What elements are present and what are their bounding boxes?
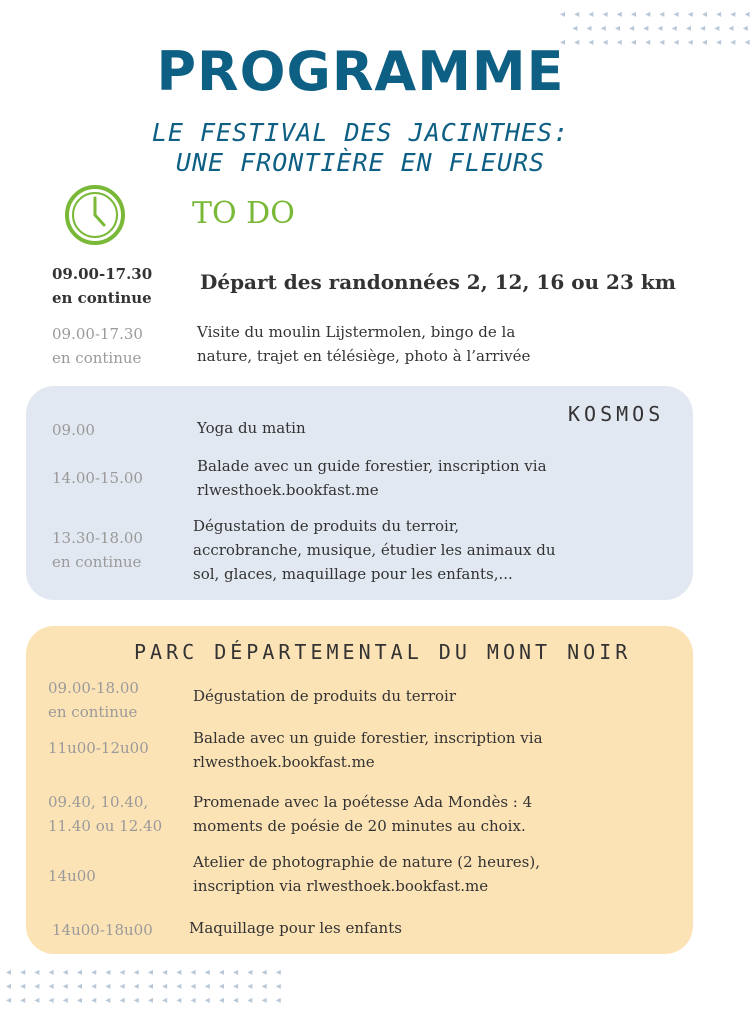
kosmos-item-2-time: 14.00-15.00 xyxy=(52,469,143,487)
kosmos-item-3-desc-line-2: accrobranche, musique, étudier les animaux du xyxy=(193,541,556,559)
subtitle-line-2: UNE FRONTIÈRE EN FLEURS xyxy=(175,148,546,177)
parc-item-1-desc: Dégustation de produits du terroir xyxy=(193,687,456,705)
parc-item-4-time: 14u00 xyxy=(48,867,96,885)
decorative-pattern-top: ◂ ◂ ◂ ◂ ◂ ◂ ◂ ◂ ◂ ◂ ◂ ◂ ◂ ◂ ◂ ◂ ◂ ◂ ◂ ◂ ◂ ◂ ◂ ◂ ◂ ◂ ◂ ◂ ◂ ◂ ◂ ◂ ◂ ◂ ◂ ◂ ◂ ◂ ◂ ◂ ◂ xyxy=(560,9,753,48)
todo-heading: TO DO xyxy=(192,196,295,231)
kosmos-label: KOSMOS xyxy=(568,402,665,426)
parc-label: PARC DÉPARTEMENTAL DU MONT NOIR xyxy=(134,640,632,664)
decorative-pattern-bottom: ◂ ◂ ◂ ◂ ◂ ◂ ◂ ◂ ◂ ◂ ◂ ◂ ◂ ◂ ◂ ◂ ◂ ◂ ◂ ◂ ◂ ◂ ◂ ◂ ◂ ◂ ◂ ◂ ◂ ◂ ◂ ◂ ◂ ◂ ◂ ◂ ◂ ◂ ◂ ◂ ◂ ◂ ◂ ◂ ◂ ◂ ◂ ◂ ◂ ◂ ◂ ◂ ◂ ◂ ◂ ◂ ◂ ◂ ◂ ◂ xyxy=(6,967,284,1006)
parc-item-5-time: 14u00-18u00 xyxy=(52,921,153,939)
intro-time-2-line-1: 09.00-17.30 xyxy=(52,325,143,343)
parc-item-5-desc: Maquillage pour les enfants xyxy=(189,919,402,937)
kosmos-item-1-desc: Yoga du matin xyxy=(197,419,306,437)
kosmos-item-3-desc-line-1: Dégustation de produits du terroir, xyxy=(193,517,460,535)
parc-item-2-desc-line-1: Balade avec un guide forestier, inscription via xyxy=(193,729,543,747)
kosmos-item-3-desc-line-3: sol, glaces, maquillage pour les enfants,... xyxy=(193,565,513,583)
kosmos-item-2-desc-line-2: rlwesthoek.bookfast.me xyxy=(197,481,379,499)
parc-item-3-desc-line-2: moments de poésie de 20 minutes au choix. xyxy=(193,817,526,835)
parc-item-4-desc-line-1: Atelier de photographie de nature (2 heures), xyxy=(193,853,540,871)
parc-item-1-time-line-1: 09.00-18.00 xyxy=(48,679,139,697)
intro-time-2-line-2: en continue xyxy=(52,349,142,367)
clock-icon xyxy=(64,184,126,246)
page-title: PROGRAMME xyxy=(156,40,565,103)
kosmos-item-1-time: 09.00 xyxy=(52,421,95,439)
parc-item-4-desc-line-2: inscription via rlwesthoek.bookfast.me xyxy=(193,877,489,895)
intro-headline: Départ des randonnées 2, 12, 16 ou 23 km xyxy=(200,270,676,294)
parc-item-3-time-line-1: 09.40, 10.40, xyxy=(48,793,149,811)
parc-item-3-time-line-2: 11.40 ou 12.40 xyxy=(48,817,163,835)
parc-item-3-desc-line-1: Promenade avec la poétesse Ada Mondès : 4 xyxy=(193,793,533,811)
intro-time-1-line-1: 09.00-17.30 xyxy=(52,265,153,283)
kosmos-item-3-time-line-2: en continue xyxy=(52,553,142,571)
intro-desc-2-line-1: Visite du moulin Lijstermolen, bingo de la xyxy=(197,323,516,341)
intro-time-1-line-2: en continue xyxy=(52,289,152,307)
kosmos-item-2-desc-line-1: Balade avec un guide forestier, inscription via xyxy=(197,457,547,475)
kosmos-item-3-time-line-1: 13.30-18.00 xyxy=(52,529,143,547)
intro-desc-2-line-2: nature, trajet en télésiège, photo à l’arrivée xyxy=(197,347,531,365)
parc-item-2-desc-line-2: rlwesthoek.bookfast.me xyxy=(193,753,375,771)
subtitle-line-1: LE FESTIVAL DES JACINTHES: xyxy=(151,118,570,147)
parc-item-2-time: 11u00-12u00 xyxy=(48,739,149,757)
parc-item-1-time-line-2: en continue xyxy=(48,703,138,721)
